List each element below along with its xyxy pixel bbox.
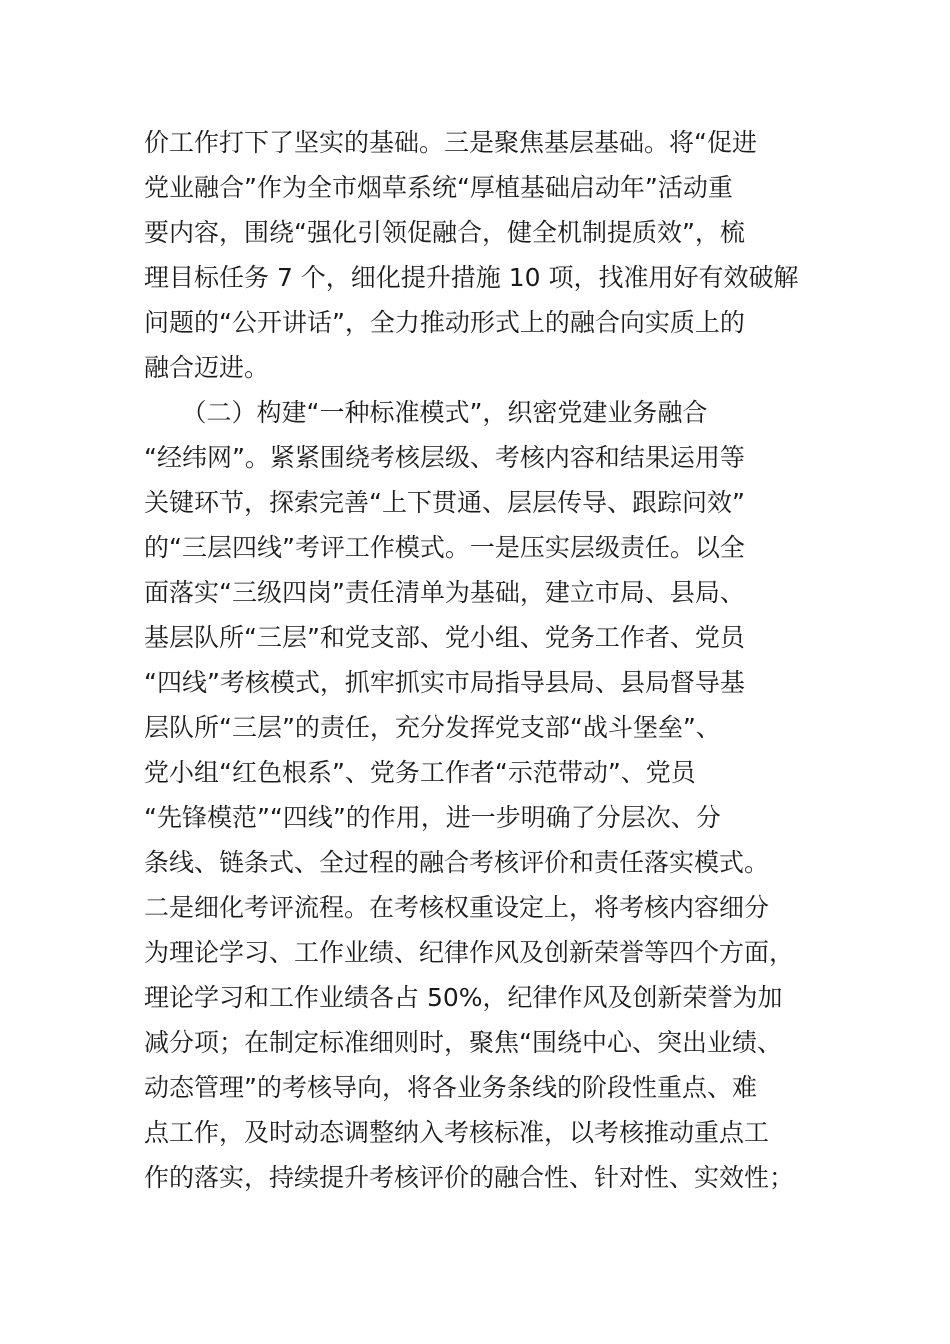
text-line: 关键环节，探索完善“上下贯通、层层传导、跟踪问效” xyxy=(144,488,745,517)
text-line: 基层队所“三层”和党支部、党小组、党务工作者、党员 xyxy=(144,623,745,652)
text-line: “先锋模范”“四线”的作用，进一步明确了分层次、分 xyxy=(144,803,721,832)
text-line: 面落实“三级四岗”责任清单为基础，建立市局、县局、 xyxy=(144,578,745,607)
text-line: 层队所“三层”的责任，充分发挥党支部“战斗堡垒”、 xyxy=(144,713,721,742)
text-line: 价工作打下了坚实的基础。三是聚焦基层基础。将“促进 xyxy=(144,128,757,157)
text-line: 理目标任务 7 个，细化提升措施 10 项，找准用好有效破解 xyxy=(144,263,799,292)
text-line: “四线”考核模式，抓牢抓实市局指导县局、县局督导基 xyxy=(144,668,745,697)
text-line: 动态管理”的考核导向，将各业务条线的阶段性重点、难 xyxy=(144,1073,757,1102)
text-line: 党小组“红色根系”、党务工作者“示范带动”、党员 xyxy=(144,758,696,787)
text-line: 二是细化考评流程。在考核权重设定上，将考核内容细分 xyxy=(144,893,770,922)
text-line: 党业融合”作为全市烟草系统“厚植基础启动年”活动重 xyxy=(144,173,733,202)
text-line: 的“三层四线”考评工作模式。一是压实层级责任。以全 xyxy=(144,533,745,562)
text-line: 减分项；在制定标准细则时，聚焦“围绕中心、突出业绩、 xyxy=(144,1028,782,1057)
text-line: 点工作，及时动态调整纳入考核标准，以考核推动重点工 xyxy=(144,1118,770,1147)
text-line: 作的落实，持续提升考核评价的融合性、针对性、实效性； xyxy=(144,1163,795,1192)
text-line: “经纬网”。紧紧围绕考核层级、考核内容和结果运用等 xyxy=(144,443,745,472)
text-line: 融合迈进。 xyxy=(144,353,270,382)
text-line: 为理论学习、工作业绩、纪律作风及创新荣誉等四个方面， xyxy=(144,938,795,967)
text-line: 条线、链条式、全过程的融合考核评价和责任落实模式。 xyxy=(144,848,770,877)
text-line: 理论学习和工作业绩各占 50%，纪律作风及创新荣誉为加 xyxy=(144,983,783,1012)
body-text xyxy=(144,120,816,1200)
text-line: 要内容，围绕“强化引领促融合，健全机制提质效”，梳 xyxy=(144,218,745,247)
section-heading-line: （二）构建“一种标准模式”，织密党建业务融合 xyxy=(144,398,708,427)
text-line: 问题的“公开讲话”，全力推动形式上的融合向实质上的 xyxy=(144,308,745,337)
